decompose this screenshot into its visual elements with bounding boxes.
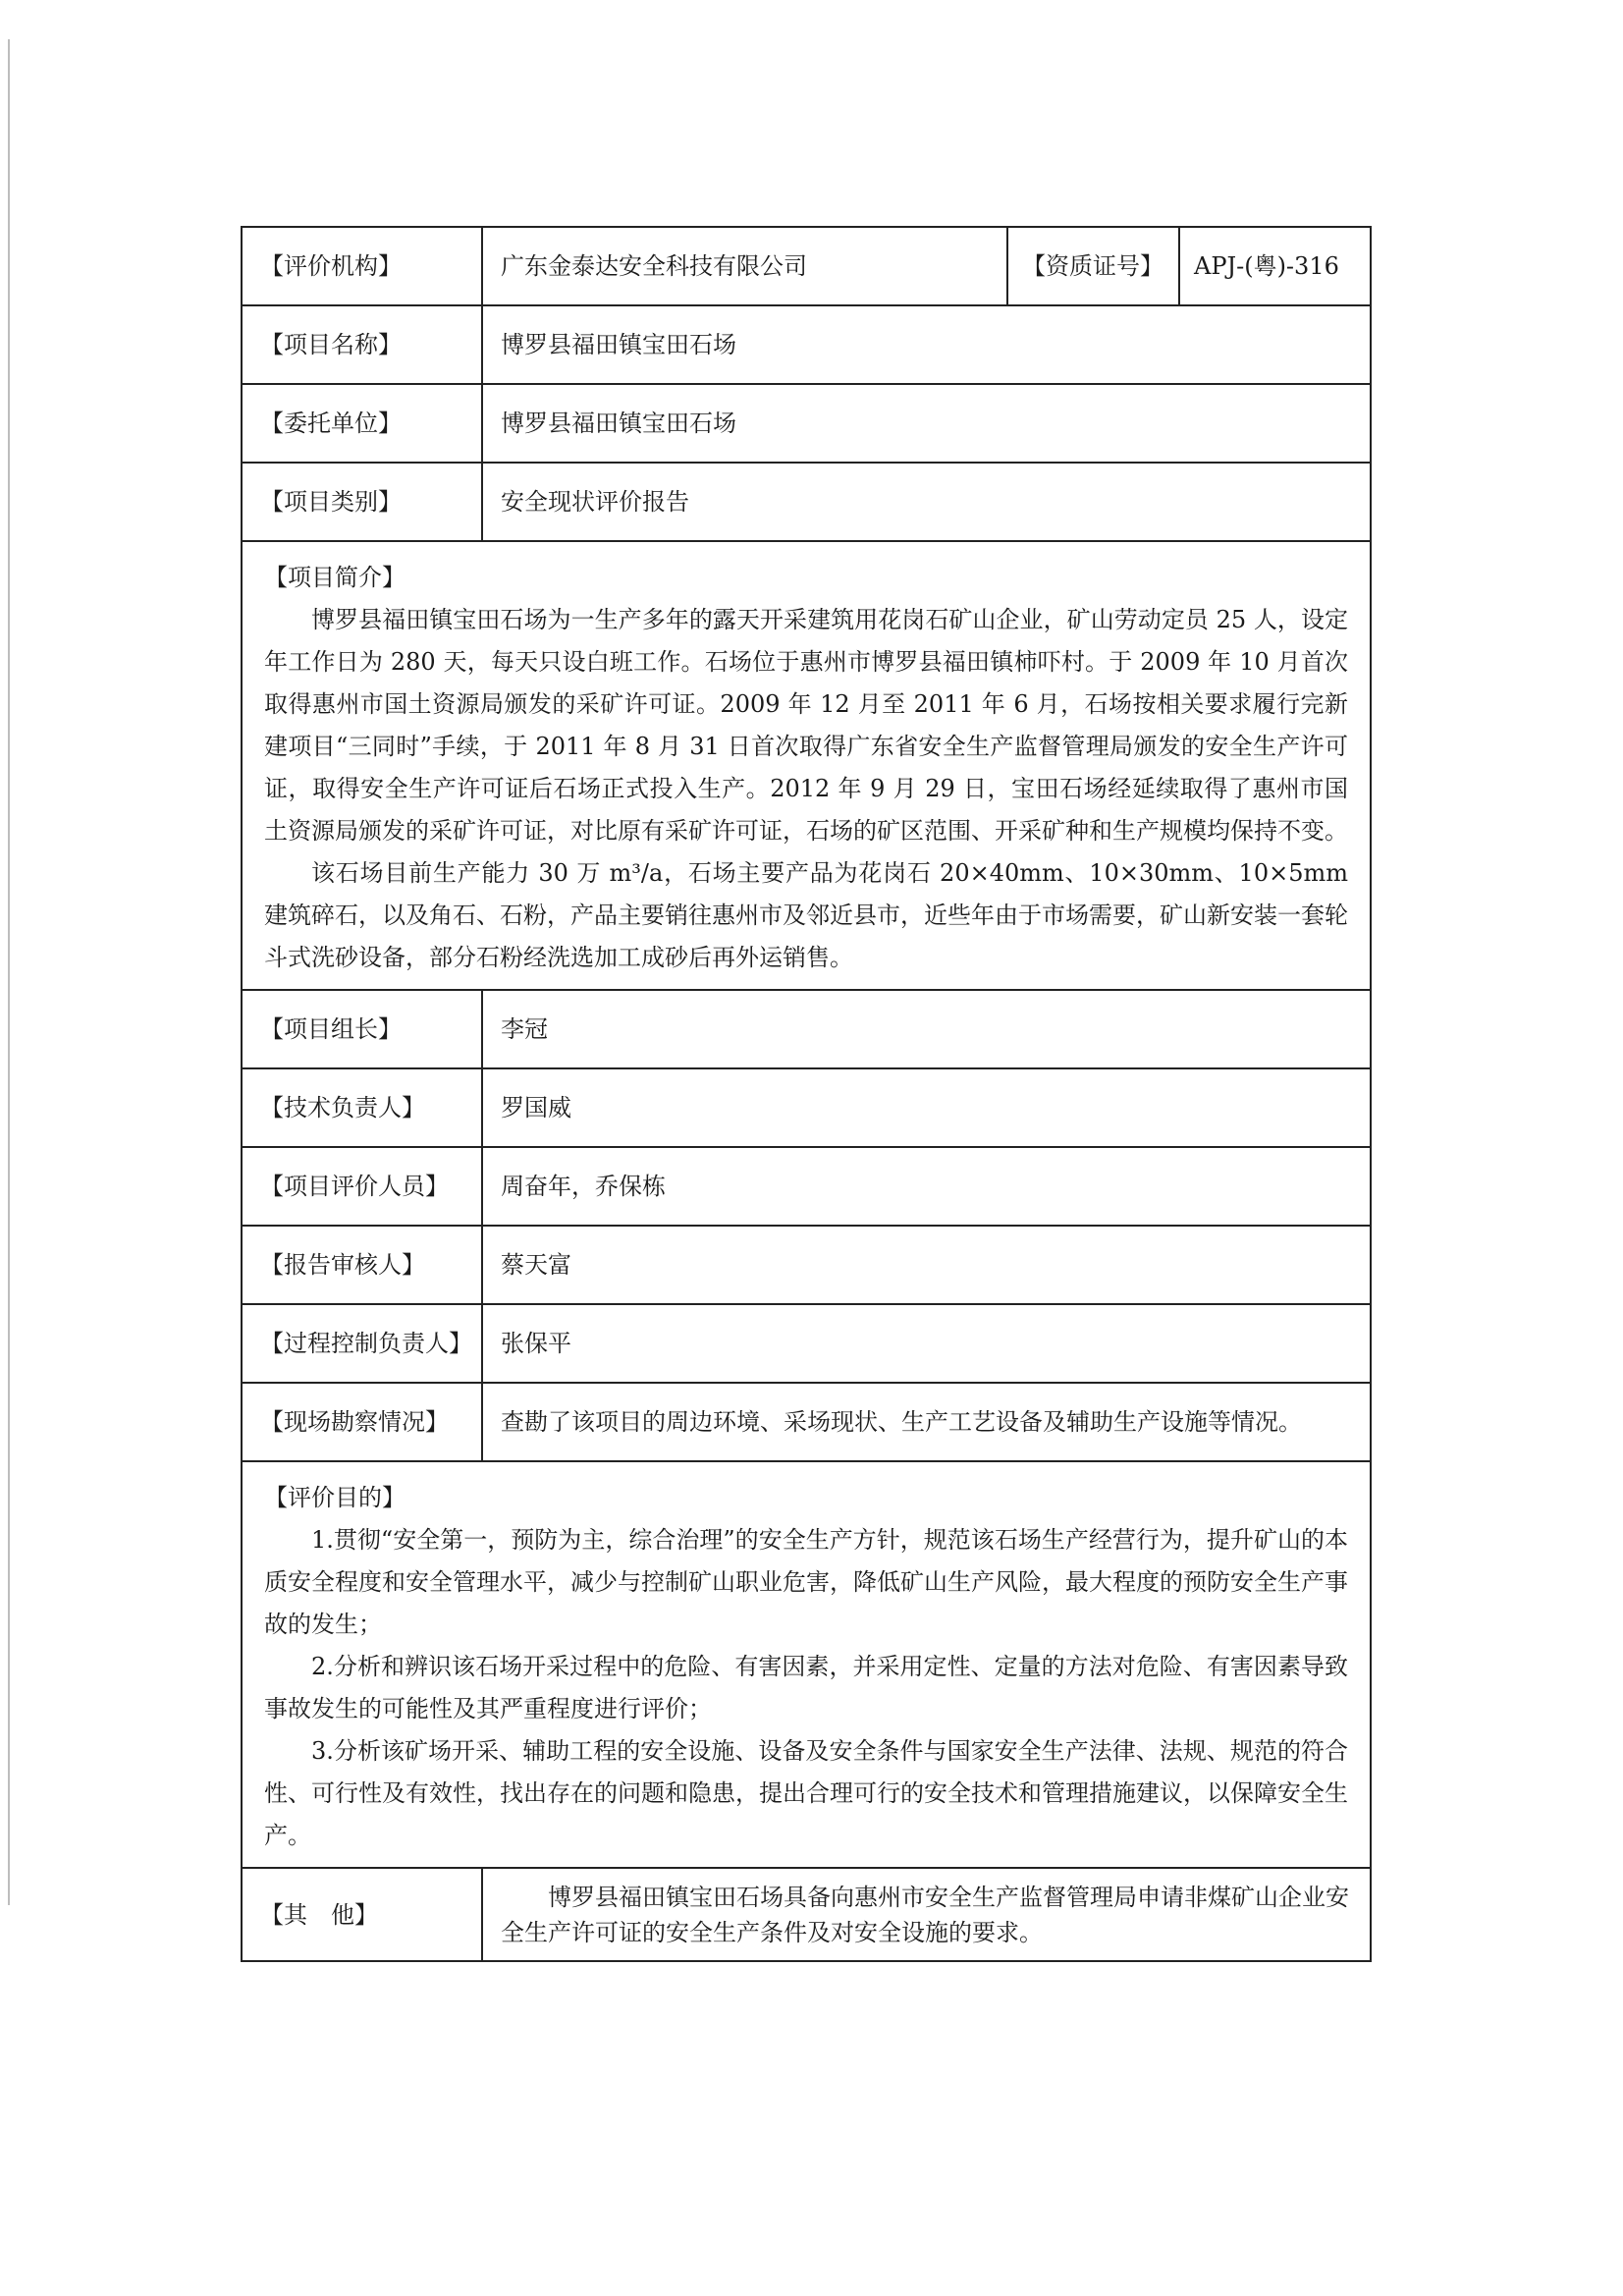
intro-block bbox=[242, 541, 1371, 990]
client-value: 博罗县福田镇宝田石场 bbox=[482, 384, 1371, 463]
purpose-item-3: 3.分析该矿场开采、辅助工程的安全设施、设备及安全条件与国家安全生产法律、法规、规范的符合性、可行性及有效性，找出存在的问题和隐患，提出合理可行的安全技术和管理措施建议，以保障安全生产。 bbox=[264, 1737, 1348, 1849]
row-reviewer bbox=[242, 1226, 1371, 1304]
row-evaluators bbox=[242, 1147, 1371, 1226]
intro-paragraph-1: 博罗县福田镇宝田石场为一生产多年的露天开采建筑用花岗石矿山企业，矿山劳动定员 25 人，设定年工作日为 280 天，每天只设白班工作。石场位于惠州市博罗县福田镇柿吓村。于 2009 年 10 月首次取得惠州市国土资源局颁发的采矿许可证。2009 年 12 月至 2011 年 6 月，石场按相关要求履行完新建项目“三同时”手续，于 2011 年 8 月 31 日首次取得广东省安全生产监督管理局颁发的安全生产许可证，取得安全生产许可证后石场正式投入生产。2012 年 9 月 29 日，宝田石场经延续取得了惠州市国土资源局颁发的采矿许可证，对比原有采矿许可证，石场的矿区范围、开采矿种和生产规模均保持不变。 bbox=[264, 606, 1348, 845]
row-project-name bbox=[242, 305, 1371, 384]
row-process bbox=[242, 1304, 1371, 1383]
category-value: 安全现状评价报告 bbox=[482, 463, 1371, 541]
survey-value: 查勘了该项目的周边环境、采场现状、生产工艺设备及辅助生产设施等情况。 bbox=[482, 1383, 1371, 1461]
purpose-heading: 【评价目的】 bbox=[264, 1484, 406, 1511]
cert-value: APJ-(粤)-316 bbox=[1179, 227, 1371, 305]
project-name-value: 博罗县福田镇宝田石场 bbox=[482, 305, 1371, 384]
row-tech bbox=[242, 1068, 1371, 1147]
scan-edge-line bbox=[8, 39, 10, 1905]
row-category bbox=[242, 463, 1371, 541]
evaluators-value: 周奋年，乔保栋 bbox=[482, 1147, 1371, 1226]
process-value: 张保平 bbox=[482, 1304, 1371, 1383]
intro-heading: 【项目简介】 bbox=[264, 564, 406, 591]
row-leader bbox=[242, 990, 1371, 1068]
tech-value: 罗国威 bbox=[482, 1068, 1371, 1147]
org-value: 广东金泰达安全科技有限公司 bbox=[482, 227, 1007, 305]
evaluation-info-table bbox=[241, 226, 1372, 1962]
leader-value: 李冠 bbox=[482, 990, 1371, 1068]
survey-label: 【现场勘察情况】 bbox=[242, 1383, 482, 1461]
client-label: 【委托单位】 bbox=[242, 384, 482, 463]
reviewer-value: 蔡天富 bbox=[482, 1226, 1371, 1304]
row-other bbox=[242, 1868, 1371, 1961]
row-intro bbox=[242, 541, 1371, 990]
purpose-item-2: 2.分析和辨识该石场开采过程中的危险、有害因素，并采用定性、定量的方法对危险、有害因素导致事故发生的可能性及其严重程度进行评价； bbox=[264, 1653, 1348, 1722]
purpose-item-1: 1.贯彻“安全第一，预防为主，综合治理”的安全生产方针，规范该石场生产经营行为，提升矿山的本质安全程度和安全管理水平，减少与控制矿山职业危害，降低矿山生产风险，最大程度的预防安全生产事故的发生； bbox=[264, 1526, 1348, 1638]
other-label: 【其 他】 bbox=[242, 1868, 482, 1961]
category-label: 【项目类别】 bbox=[242, 463, 482, 541]
row-survey bbox=[242, 1383, 1371, 1461]
evaluators-label: 【项目评价人员】 bbox=[242, 1147, 482, 1226]
intro-paragraph-2: 该石场目前生产能力 30 万 m³/a，石场主要产品为花岗石 20×40mm、10×30mm、10×5mm 建筑碎石，以及角石、石粉，产品主要销往惠州市及邻近县市，近些年由于市场需要，矿山新安装一套轮斗式洗砂设备，部分石粉经洗选加工成砂后再外运销售。 bbox=[264, 859, 1348, 971]
row-org bbox=[242, 227, 1371, 305]
tech-label: 【技术负责人】 bbox=[242, 1068, 482, 1147]
row-client bbox=[242, 384, 1371, 463]
process-label: 【过程控制负责人】 bbox=[242, 1304, 482, 1383]
other-value: 博罗县福田镇宝田石场具备向惠州市安全生产监督管理局申请非煤矿山企业安全生产许可证的安全生产条件及对安全设施的要求。 bbox=[482, 1868, 1371, 1961]
org-label: 【评价机构】 bbox=[242, 227, 482, 305]
purpose-block bbox=[242, 1461, 1371, 1868]
row-purpose bbox=[242, 1461, 1371, 1868]
reviewer-label: 【报告审核人】 bbox=[242, 1226, 482, 1304]
cert-label: 【资质证号】 bbox=[1007, 227, 1179, 305]
project-name-label: 【项目名称】 bbox=[242, 305, 482, 384]
leader-label: 【项目组长】 bbox=[242, 990, 482, 1068]
